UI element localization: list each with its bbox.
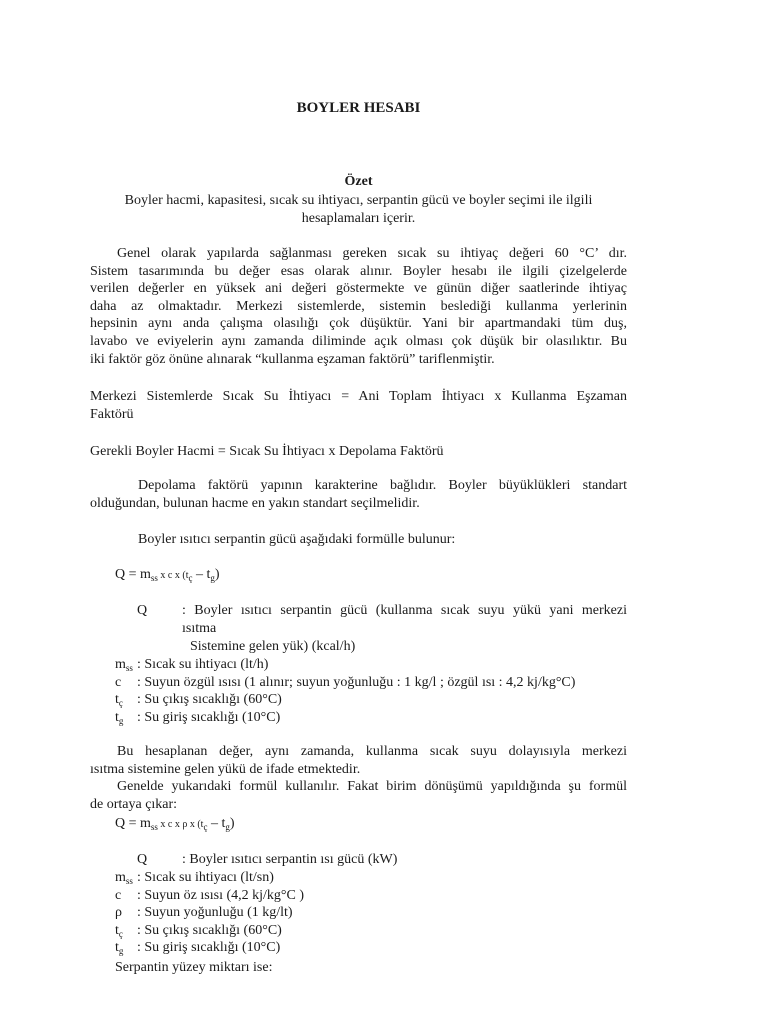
- summary-heading: Özet: [344, 174, 373, 189]
- definition-item: c : Suyun öz ısısı (4,2 kj/kg°C ): [115, 887, 304, 903]
- summary-text-line-2: hesaplamaları içerir.: [301, 211, 416, 226]
- paragraph-load-line-4: de ortaya çıkar:: [90, 796, 178, 812]
- coil-intro: Boyler ısıtıcı serpantin gücü aşağıdaki formülle bulunur:: [138, 532, 456, 547]
- definitions-list-2: [115, 869, 304, 957]
- paragraph-intro-line: Genel olarak yapılarda sağlanması gereken sıcak su ihtiyaç değeri 60 °C’ dır.: [117, 246, 627, 261]
- def2-q-text: : Boyler ısıtıcı serpantin ısı gücü (kW): [182, 852, 398, 867]
- definitions-list-1: [115, 656, 575, 726]
- definition-item: $t_ç$ : Su çıkış sıcaklığı (60°C): [115, 692, 282, 709]
- paragraph-storage: [90, 477, 627, 512]
- def2-q-symbol: Q: [137, 852, 148, 867]
- paragraph-load: [90, 743, 627, 813]
- summary-text-line-1: Boyler hacmi, kapasitesi, sıcak su ihtiyacı, serpantin gücü ve boyler seçimi ile ilgili: [124, 193, 593, 208]
- paragraph-intro-line: verilen değerler en yüksek ani değeri göstermekte ve günün diğer saatlerinde ihtiyaç: [90, 281, 627, 297]
- formula-demand-line-2: Faktörü: [90, 406, 134, 422]
- paragraph-storage-line-2: olduğundan, bulunan hacme en yakın standart seçilmelidir.: [90, 495, 420, 511]
- paragraph-intro-line: Sistem tasarımında bu değer esas olarak alınır. Boyler hesabı ile ilgili çizelgelerde: [90, 263, 627, 279]
- formula-demand: [90, 388, 627, 423]
- def-q-line-3: Sistemine gelen yük) (kcal/h): [190, 639, 356, 654]
- paragraph-storage-line-1: Depolama faktörü yapının karakterine bağlıdır. Boyler büyüklükleri standart: [138, 478, 627, 493]
- definition-item: ρ : Suyun yoğunluğu (1 kg/lt): [115, 905, 293, 921]
- definition-item: $m_{ss}$ : Sıcak su ihtiyacı (lt/sn): [115, 870, 274, 886]
- paragraph-intro-line: hepsinin aynı anda çalışma olasılığı çok düşüktür. Yani bir apartmandaki tüm duş,: [90, 316, 627, 332]
- paragraph-load-line-2: ısıtma sistemine gelen yükü de ifade etmektedir.: [90, 761, 361, 777]
- paragraph-intro-line: daha az olmaktadır. Merkezi sistemlerde, sistemin beslediği kullanma yerlerinin: [90, 298, 627, 314]
- definition-item: $t_g$ : Su giriş sıcaklığı (10°C): [115, 709, 281, 726]
- paragraph-load-line-3: Genelde yukarıdaki formül kullanılır. Fakat birim dönüşümü yapıldığında şu formül: [117, 779, 627, 795]
- paragraph-intro-line: lavabo ve eviyelerin aynı zamanda diliminde açık olması çok düşük bir olasılıktır. Bu: [90, 333, 627, 349]
- formula-coil-power: $Q = m_{ss}$ x c x $(t_ç - t_g)$: [115, 567, 220, 583]
- paragraph-intro: [90, 245, 627, 368]
- definition-item: $t_g$ : Su giriş sıcaklığı (10°C): [115, 940, 281, 957]
- definition-item: $m_{ss}$ : Sıcak su ihtiyacı (lt/h): [115, 657, 269, 673]
- definition-item: $t_ç$ : Su çıkış sıcaklığı (60°C): [115, 922, 282, 939]
- surface-intro: Serpantin yüzey miktarı ise:: [115, 960, 273, 975]
- paragraph-load-line-1: Bu hesaplanan değer, aynı zamanda, kullanma sıcak suyu dolayısıyla merkezi: [117, 744, 627, 759]
- def-q-line-2: ısıtma: [182, 621, 217, 636]
- formula-coil-power-kw: $Q = m_{ss}$ x c x ρ x $(t_ç - t_g)$: [115, 816, 235, 832]
- def-q-line-1: : Boyler ısıtıcı serpantin gücü (kullanma sıcak suyu yükü yani merkezi: [182, 603, 627, 618]
- formula-volume: Gerekli Boyler Hacmi = Sıcak Su İhtiyacı x Depolama Faktörü: [90, 444, 444, 459]
- def-q-symbol: Q: [137, 603, 148, 618]
- paragraph-intro-line: iki faktör göz önüne alınarak “kullanma eşzaman faktörü” tariflenmiştir.: [90, 351, 495, 367]
- definition-item: c : Suyun özgül ısısı (1 alınır; suyun yoğunluğu : 1 kg/l ; özgül ısı : 4,2 kj/kg°C): [115, 674, 576, 690]
- formula-demand-line-1: Merkezi Sistemlerde Sıcak Su İhtiyacı = Ani Toplam İhtiyacı x Kullanma Eşzaman: [90, 389, 627, 404]
- page-title: BOYLER HESABI: [296, 100, 421, 116]
